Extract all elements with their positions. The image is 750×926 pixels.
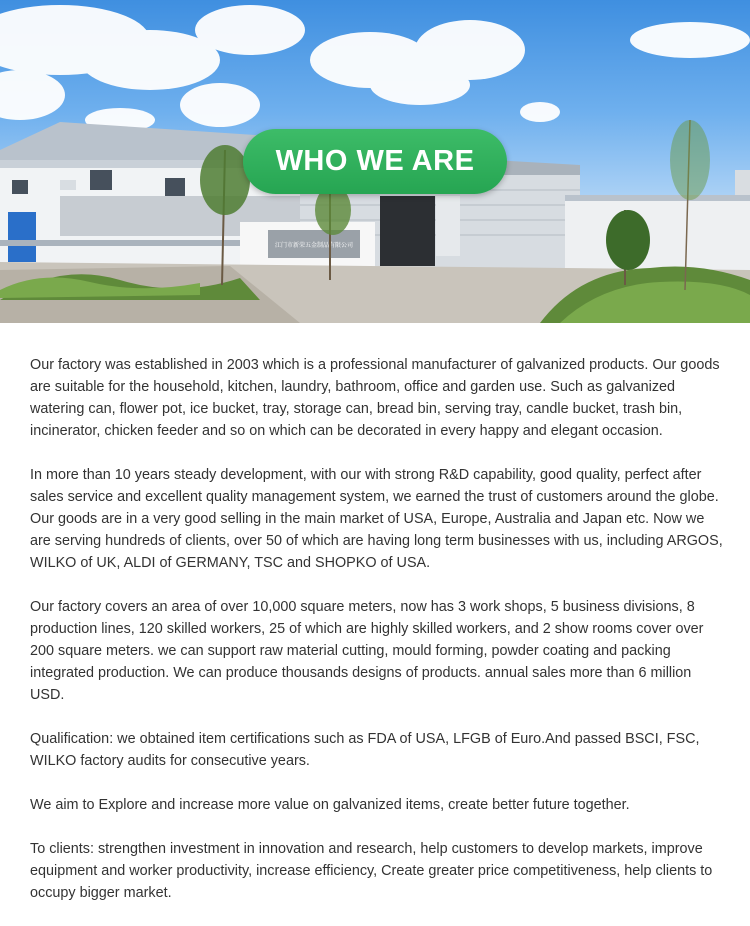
hero-title-badge: WHO WE ARE [243,129,507,194]
about-text [30,354,725,926]
paragraph-aim: We aim to Explore and increase more value on galvanized items, create better future together. [30,797,630,813]
clouds [0,5,750,132]
hero-banner [0,0,750,323]
warehouse-door [380,196,435,266]
company-sign-text: 江门市新荣五金制品有限公司 [274,242,354,249]
paragraph-clients: To clients: strengthen investment in innovation and research, help customers to develop markets, improve equipment and worker productivity, increase efficiency, Create greater price competitiveness, help clients to occupy bigger market. [30,841,713,901]
blue-door [8,212,36,262]
paragraph-history: Our factory was established in 2003 which is a professional manufacturer of galvanized products. Our goods are suitable for the household, kitchen, laundry, bathroom, office and garden use. Such as galvanized watering can, flower pot, ice bucket, tray, storage can, bread bin, serving tray, candle bucket, trash bin, incinerator, chicken feeder and so on which can be decorated in every happy and elegant occasion. [30,357,720,439]
paragraph-capacity: Our factory covers an area of over 10,000 square meters, now has 3 work shops, 5 business divisions, 8 production lines, 120 skilled workers, 25 of which are highly skilled workers, and 2 show rooms cover over 200 square meters. we can support raw material cutting, mould forming, powder coating and packing integrated production. We can produce thousands designs of products. annual sales more than 6 million USD. [30,599,704,703]
paragraph-qualification: Qualification: we obtained item certifications such as FDA of USA, LFGB of Euro.And passed BSCI, FSC, WILKO factory audits for consecutive years. [30,731,700,769]
paragraph-development: In more than 10 years steady development, with our with strong R&D capability, good quality, perfect after sales service and excellent quality management system, we earned the trust of customers around the globe. Our goods are in a very good selling in the main market of USA, Europe, Australia and Japan etc. Now we are serving hundreds of clients, over 50 of which are having long term businesses with us, including ARGOS, WILKO of UK, ALDI of GERMANY, TSC and SHOPKO of USA. [30,467,723,571]
